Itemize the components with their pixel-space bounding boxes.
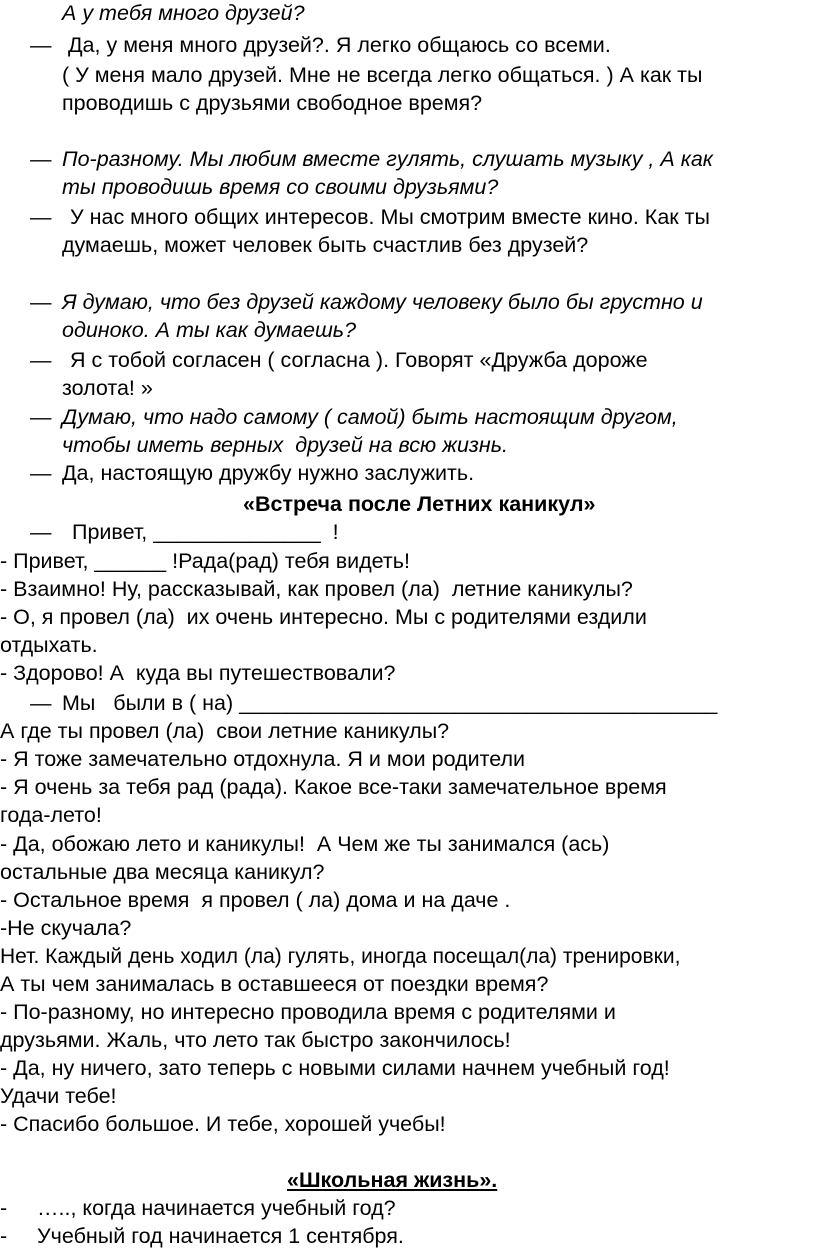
dialog-line: - Привет, ______ !Рада(рад) тебя видеть! <box>0 549 410 573</box>
dialog-line: отдыхать. <box>0 633 98 657</box>
dialog-line: думаешь, может человек быть счастлив без друзей? <box>62 233 589 257</box>
dialog-line: Я думаю, что без друзей каждому человеку было бы грустно и <box>62 290 703 314</box>
em-dash: — <box>30 290 52 314</box>
section-title: «Школьная жизнь». <box>287 1168 498 1192</box>
dialog-line: одиноко. А ты как думаешь? <box>62 318 357 342</box>
em-dash: — <box>30 691 52 715</box>
dialog-line: - Взаимно! Ну, рассказывай, как провел (ла) летние каникулы? <box>0 577 633 601</box>
dialog-line: Я с тобой согласен ( согласна ). Говорят «Дружба дороже <box>70 348 648 372</box>
em-dash: — <box>30 147 52 171</box>
dialog-line: Удачи тебе! <box>0 1084 117 1108</box>
dialog-line: остальные два месяца каникул? <box>0 860 325 884</box>
dialog-line: Нет. Каждый день ходил (ла) гулять, иногда посещал(ла) тренировки, <box>0 945 681 968</box>
dialog-line: -Не скучала? <box>0 916 132 940</box>
dialog-line: - Учебный год начинается 1 сентября. <box>0 1224 404 1248</box>
dialog-line: У нас много общих интересов. Мы смотрим вместе кино. Как ты <box>70 205 710 229</box>
em-dash: — <box>30 461 52 485</box>
dialog-line: - Я тоже замечательно отдохнула. Я и мои родители <box>0 747 526 771</box>
dialog-line: - О, я провел (ла) их очень интересно. Мы с родителями ездили <box>0 605 647 629</box>
dialog-line: - Здорово! А куда вы путешествовали? <box>0 661 396 685</box>
dialog-line: Да, у меня много друзей?. Я легко общаюсь со всеми. <box>68 33 611 57</box>
dialog-line: - Остальное время я провел ( ла) дома и на даче . <box>0 888 511 912</box>
dialog-line: А где ты провел (ла) свои летние каникулы? <box>0 719 450 743</box>
dialog-line: года-лето! <box>0 803 102 827</box>
dialog-line: По-разному. Мы любим вместе гулять, слушать музыку , А как <box>62 147 713 171</box>
dialog-line: А у тебя много друзей? <box>62 1 305 25</box>
dialog-line: Да, настоящую дружбу нужно заслужить. <box>62 461 475 485</box>
dialog-line: - ….., когда начинается учебный год? <box>0 1196 396 1220</box>
em-dash: — <box>30 33 52 57</box>
dialog-line: - По-разному, но интересно проводила время с родителями и <box>0 1000 616 1024</box>
dialog-line: Привет, ______________ ! <box>72 520 339 544</box>
dialog-line: - Спасибо большое. И тебе, хорошей учебы! <box>0 1112 446 1136</box>
em-dash: — <box>30 405 52 429</box>
dialog-line: Думаю, что надо самому ( самой) быть настоящим другом, <box>62 405 678 429</box>
dialog-line: ( У меня мало друзей. Мне не всегда легко общаться. ) А как ты <box>62 63 703 87</box>
dialog-line: золота! » <box>62 376 153 400</box>
dialog-line: - Я очень за тебя рад (рада). Какое все-таки замечательное время <box>0 775 667 799</box>
dialog-line: - Да, обожаю лето и каникулы! А Чем же ты занимался (ась) <box>0 832 610 856</box>
dialog-line: друзьями. Жаль, что лето так быстро закончилось! <box>0 1028 511 1052</box>
dialog-line: ты проводишь время со своими друзьями? <box>62 175 499 199</box>
em-dash: — <box>30 520 52 544</box>
dialog-line: - Да, ну ничего, зато теперь с новыми силами начнем учебный год! <box>0 1056 670 1080</box>
dialog-line: Мы были в ( на) ________________________________________ <box>62 691 718 715</box>
section-title: «Встреча после Летних каникул» <box>243 492 596 516</box>
dialog-line: А ты чем занималась в оставшееся от поездки время? <box>0 972 549 996</box>
dialog-line: проводишь с друзьями свободное время? <box>62 91 483 115</box>
em-dash: — <box>30 348 52 372</box>
dialog-line: чтобы иметь верных друзей на всю жизнь. <box>62 433 509 457</box>
em-dash: — <box>30 205 52 229</box>
